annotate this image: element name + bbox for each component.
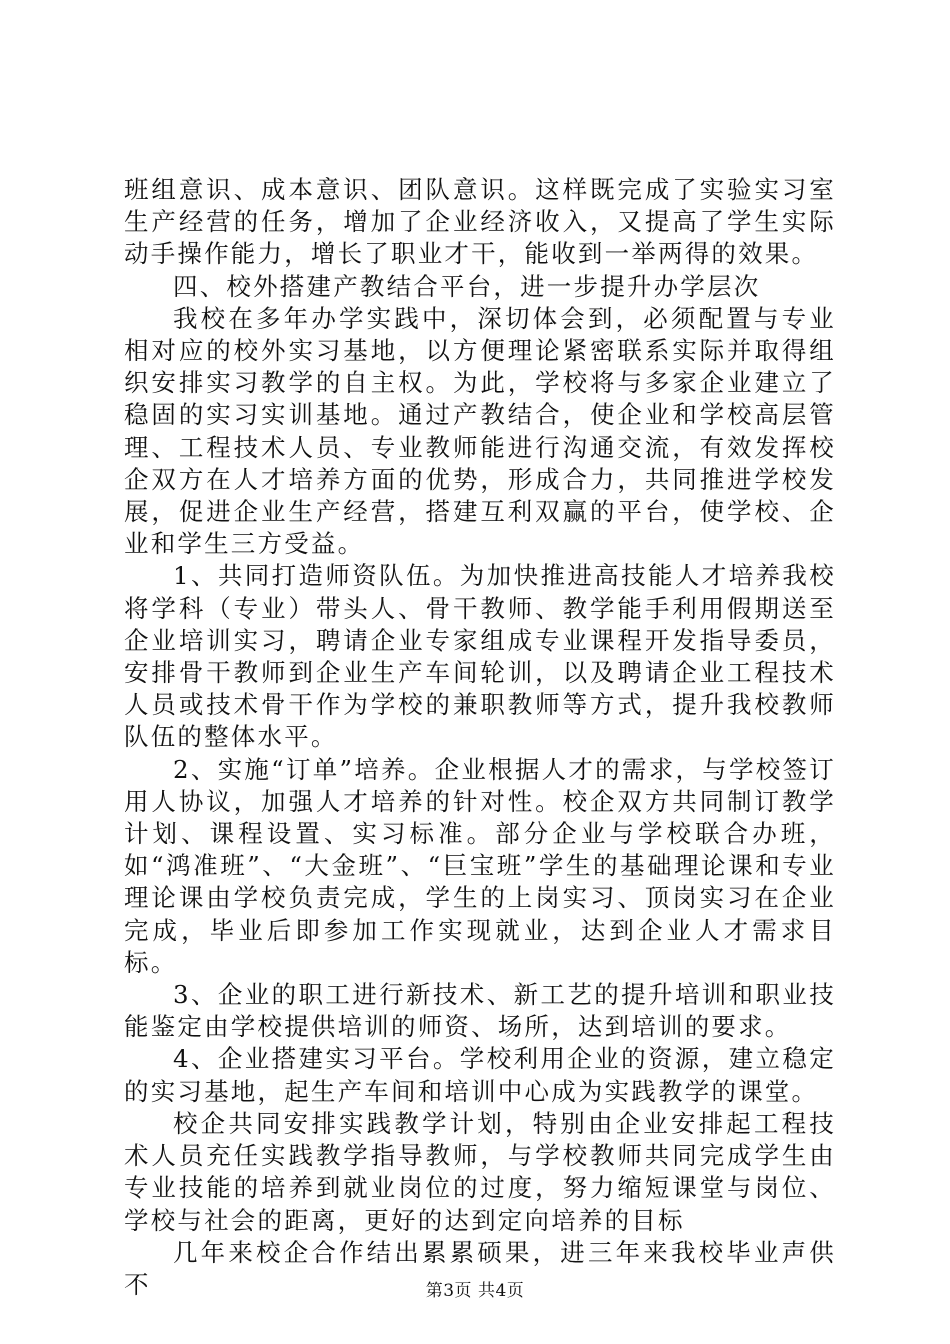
paragraph-results: 几年来校企合作结出累累硕果，进三年来我校毕业声供不 [124, 1237, 836, 1299]
paragraph-item-3: 3、企业的职工进行新技术、新工艺的提升培训和职业技能鉴定由学校提供培训的师资、场所，达到培训的要求。 [124, 980, 836, 1042]
paragraph-item-2: 2、实施“订单”培养。企业根据人才的需求，与学校签订用人协议，加强人才培养的针对性。校企双方共同制订教学计划、课程设置、实习标准。部分企业与学校联合办班，如“鸿准班”、“大金班”、“巨宝班”学生的基础理论课和专业理论课由学校负责完成，学生的上岗实习、顶岗实习在企业完成，毕业后即参加工作实现就业，达到企业人才需求目标。 [124, 754, 836, 977]
paragraph-practice-plan: 校企共同安排实践教学计划，特别由企业安排起工程技术人员充任实践教学指导教师，与学校教师共同完成学生由专业技能的培养到就业岗位的过度，努力缩短课堂与岗位、学校与社会的距离，更好的达到定向培养的目标 [124, 1108, 836, 1235]
paragraph-item-1: 1、共同打造师资队伍。为加快推进高技能人才培养我校将学科（专业）带头人、骨干教师、教学能手利用假期送至企业培训实习，聘请企业专家组成专业课程开发指导委员，安排骨干教师到企业生产车间轮训，以及聘请企业工程技术人员或技术骨干作为学校的兼职教师等方式，提升我校教师队伍的整体水平。 [124, 561, 836, 752]
page-number-footer: 第3页 共4页 [425, 1281, 525, 1301]
section-heading-four: 四、校外搭建产教结合平台，进一步提升办学层次 [173, 271, 761, 301]
paragraph-continuation: 班组意识、成本意识、团队意识。这样既完成了实验实习室生产经营的任务，增加了企业经济收入，又提高了学生实际动手操作能力，增长了职业才干，能收到一举两得的效果。 [124, 175, 836, 269]
paragraph-item-4: 4、企业搭建实习平台。学校利用企业的资源，建立稳定的实习基地，起生产车间和培训中心成为实践教学的课堂。 [124, 1044, 836, 1106]
document-body [124, 174, 836, 1301]
paragraph-intro: 我校在多年办学实践中，深切体会到，必须配置与专业相对应的校外实习基地，以方便理论紧密联系实际并取得组织安排实习教学的自主权。为此，学校将与多家企业建立了稳固的实习实训基地。通过产教结合，使企业和学校高层管理、工程技术人员、专业教师能进行沟通交流，有效发挥校企双方在人才培养方面的优势，形成合力，共同推进学校发展，促进企业生产经营，搭建互利双赢的平台，使学校、企业和学生三方受益。 [124, 303, 836, 559]
